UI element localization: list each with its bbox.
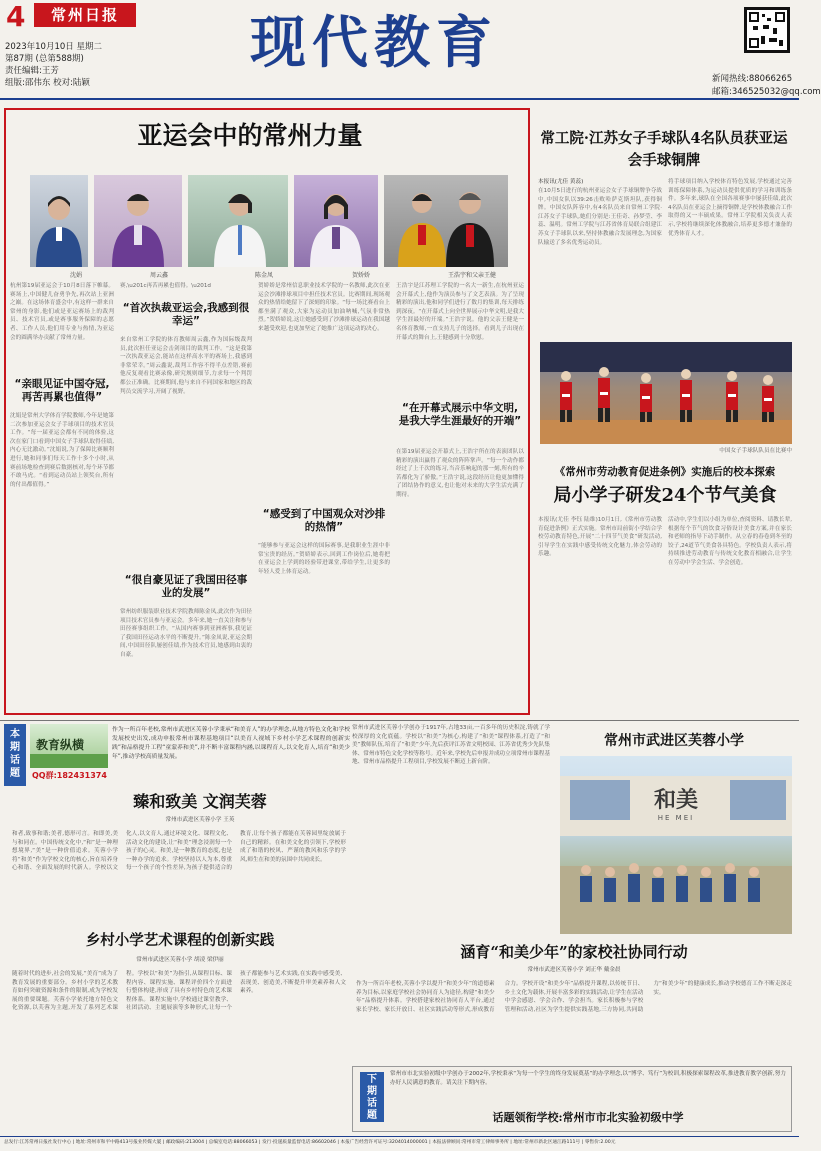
school-name: 常州市武进区芙蓉小学 <box>604 733 744 749</box>
topic-tag-label: 本期话题 <box>10 729 20 779</box>
essay1-title: 臻和致美 文润芙蓉 <box>133 792 267 811</box>
lead-col1-body: 杭州第19届亚运会于10月8日落下帷幕。赛场上,中国健儿奋勇争先,再次站上亚洲之巅。在这场体育盛会中,有这样一群来自常州的身影,他们或是亚运赛场上的裁判员、技术官员,或是赛事服务保障的志愿者、工作人员,他们用专业与热情,为亚运会的圆满举办贡献了常州力量。 <box>10 283 114 341</box>
sidebar-body-1: 在10月5日进行的杭州亚运会女子手球铜牌争夺战中,中国女队以39:26击败哈萨克斯坦队,获得铜牌。中国女队阵容中,有4名队员来自常州工学院·江苏女子手球队,她们分别是:王佳奇、孙梦莹、李蕊、温明。常州工学院与江苏省体育局联合组建江苏女子手球队以来,坚持体教融合发展理念,为国家队输送了多名优秀运动员。 <box>538 188 662 246</box>
lead-col2-top: 赛,\u201c再苦再累也值得。\u201d <box>120 283 211 289</box>
page-number: 4 <box>6 0 26 33</box>
essay1-body: 和者,致事和谐;美者,德形可言。和即美,美与和同在。中国传统文化中,“和”是一种理想境界,“美”是一种价值追求。芙蓉小学将“和美”作为学校文化的核心,旨在培养身心和谐、全面发展的时代新人。学校以文化人,以文育人,通过环境文化、课程文化、活动文化的建设,让“和美”理念浸润每一个孩子的心灵。和美,是一种教育的态度,也是一种办学的追求。学校坚持以人为本,尊重每一个孩子的个性差异,为孩子提供适合的教育,让每个孩子都能在芙蓉园里绽放属于自己的精彩。在和美文化的引领下,学校形成了和谐的校风、严谨的教风和乐学的学风,师生在和美的氛围中共同成长。 <box>12 831 346 872</box>
masthead-rule <box>0 98 799 100</box>
lead-subhead-4: “感受到了中国观众对沙排的热情” <box>262 508 386 533</box>
photo-shen-juan <box>30 175 88 267</box>
article2-title-main: 局小学子研发24个节气美食 <box>553 485 777 506</box>
lead-col3-body-b: “能够参与亚运会这样的国际赛事,是我职业生涯中非常宝贵的经历。”贺娇娇表示,回到工作岗位后,她将把在亚运会上学到的经验带进课堂,带给学生,让更多的年轻人爱上体育运动。 <box>258 543 390 575</box>
article2-title-top: 《常州市劳动教育促进条例》实施后的校本探索 <box>554 466 776 478</box>
school-intro-text <box>352 724 550 934</box>
footer-info: 总发行:江苏常州日报社发行中心 | 地址:常州市和平中路413号报业传媒大厦 | 邮政编码:213004 | 总编室电话:88066053 | 发行·投递质量监督电话:86602046 | 本报广告经营许可证号:3204014000001 | 本报法律顾问:常州市常工律师事务所 | 地址:常州市新北区通江路111号 | 零售价:2.00元 <box>4 1140 616 1145</box>
essay3-body: 作为一所百年老校,芙蓉小学以提升“和美少年”的道德素养为目标,以家庭学校社会协同育人为途径,构建“和美少年”品格提升体系。学校搭建家校社协同育人平台,通过家长学校、家长开放日、社区实践活动等形式,形成教育合力。学校开设“和美少年”品格提升课程,以传统节日、乡土文化为载体,开展丰富多彩的实践活动,让学生在活动中学会感恩、学会合作、学会担当。家长积极参与学校管理和活动,社区为学生提供实践基地,三方协同,共同助力“和美少年”的健康成长,推动学校德育工作不断走深走实。 <box>356 981 792 1013</box>
essay2-title: 乡村小学艺术课程的创新实践 <box>85 932 275 949</box>
essay3-title: 涵育“和美少年”的家校社协同行动 <box>460 943 688 961</box>
lead-col2-body-b: 常州纺织服装职业技术学院教师陈金凤,此次作为田径项目技术官员参与亚运会。多年来,她一直关注和参与田径赛事组织工作。“从国内赛事到亚洲赛事,我见证了我国田径运动水平的不断提升。”陈金凤说,亚运会期间,中国田径队屡创佳绩,作为技术官员,她感到由衷的自豪。 <box>120 609 252 658</box>
sidebar-body-2: 将手球项目纳入学校体育特色发展,学校通过完善训练保障体系,为运动员提供优质的学习和训练条件。多年来,球队在全国各项赛事中屡获佳绩,此次4名队员在亚运会上摘得铜牌,是学校体教融合工作取得的又一丰硕成果。常州工学院相关负责人表示,学校将继续深化体教融合,培养更多德才兼备的优秀体育人才。 <box>668 179 792 237</box>
caption-he-jiaojiao: 贺娇娇 <box>352 272 371 279</box>
sidebar-title: 常工院·江苏女子手球队4名队员获亚运会手球铜牌 <box>540 130 788 169</box>
next-topic-school: 话题领衔学校:常州市市北实验初级中学 <box>492 1111 684 1124</box>
school-photo <box>560 756 792 934</box>
sidebar-photo-caption: 中国女子手球队队员在比赛中 <box>719 448 792 454</box>
lead-story-title: 亚运会中的常州力量 <box>137 121 363 150</box>
photo-wang-haoyu-and-father <box>384 175 508 267</box>
lead-subhead-1: “亲眼见证中国夺冠,再苦再累也值得” <box>14 378 110 403</box>
lead-col4-body: 王浩宇是江苏理工学院的一名大一新生,在杭州亚运会开幕式上,他作为演员参与了文艺表演。为了呈现精彩的演出,他和同学们进行了数月的集训,每天排练到深夜。“在开幕式上向全世界展示中华文明,是我大学生涯最好的开端。”王浩宇说。他的父亲王健是一名体育教师,一直支持儿子的选择。看到儿子出现在开幕式的舞台上,王健感到十分欣慰。 <box>396 283 524 341</box>
article2-body-2: 活动中,学生们以小组为单位,查阅资料、请教长辈,根据每个节气的饮食习俗设计美食方案,并在家长和老师的指导下动手制作。从立春的春卷到冬至的饺子,24道节气美食各具特色。学校负责人表示,将持续推进劳动教育与传统文化教育相融合,让学生在劳动中学会生活、学会创造。 <box>668 517 792 566</box>
lead-col4-body-b: 在第19届亚运会开幕式上,王浩宇所在的表演团队以精彩的演出赢得了观众的阵阵掌声。“每一个动作都经过了上千次的练习,当音乐响起的那一刻,所有的辛苦都化为了骄傲。”王浩宇说,这段经历让他更加懂得了团结协作的意义,也让他对未来的大学生活充满了期待。 <box>396 449 524 498</box>
photo-he-jiaojiao <box>294 175 378 267</box>
caption-wang-haoyu: 王浩宇和父亲王健 <box>448 272 497 279</box>
responsible-editor: 责任编辑:王芳 <box>5 66 59 76</box>
news-hotline: 新闻热线:88066265 <box>712 74 793 84</box>
footer-rule <box>0 1136 799 1137</box>
lead-subhead-5: “在开幕式展示中华文明,是我大学生涯最好的开端” <box>398 402 522 427</box>
sidebar-byline: 本报讯(尤佳 黄蕊) <box>538 179 584 185</box>
contact-email: 邮箱:346525032@qq.com <box>712 87 821 97</box>
lead-col2-body: 来自常州工学院的体育教师周云鑫,作为国际级裁判员,此次担任亚运会击剑项目的裁判工作。“这是我第一次执裁亚运会,能站在这样高水平的赛场上,我感到非常荣幸。”周云鑫说,裁判工作容不得半点差错,赛前他反复观看比赛录像,研究规则细节,力求每一个判罚都公正准确。比赛期间,他与来自不同国家和地区的裁判员交流学习,开阔了视野。 <box>120 337 252 395</box>
caption-shen-juan: 沈娟 <box>70 272 83 279</box>
paper-name-logo: 常州日报 <box>34 3 136 27</box>
issue-number: 第87期 (总第588期) <box>5 54 84 64</box>
caption-zhou-yunxin: 周云鑫 <box>150 272 169 279</box>
essay2-author: 常州市武进区芙蓉小学 胡凌 梁伊丽 <box>136 957 224 963</box>
photo-chen-jinfeng <box>188 175 288 267</box>
essay3-author: 常州市武进区芙蓉小学 刘正华 戴金晨 <box>527 967 621 973</box>
topic-intro: 作为一所百年老校,常州市武进区芙蓉小学秉承“和美育人”的办学理念,从地方特色文化和学校发展校史出发,成功申报常州市课程基地项目“以美育人视域下乡村小学艺术课程的创新实践”和品格提升工程“童蒙养和美”,并不断丰富课程内涵,以课程育人,以文化育人,培育“和美少年”,推动学校高质量发展。 <box>112 727 350 760</box>
mid-section-rule <box>0 720 799 721</box>
next-topic-tag: 下期话题 <box>360 1072 384 1122</box>
school-sign-en: HE MEI <box>657 814 695 822</box>
layout-credits: 组版:邵伟东 校对:陆颖 <box>5 78 90 88</box>
caption-chen-jinfeng: 陈金凤 <box>255 272 274 279</box>
sidebar-photo-handball <box>540 342 792 444</box>
lead-subhead-3: “很自豪见证了我国田径事业的发展” <box>124 574 248 599</box>
topic-brand: 教育纵横 <box>36 738 85 752</box>
qr-code <box>744 7 790 53</box>
article2-body-1: 本报讯(尤佳 李钰 陆维)10月1日,《常州市劳动教育促进条例》正式实施。常州市局前街小学结合学校劳动教育特色,开展“二十四节气美食”研发活动,引导学生在实践中感受传统文化魅力,体会劳动的乐趣。 <box>538 517 662 558</box>
school-intro-body: 常州市武进区芙蓉小学创办于1917年,占地33亩,一百多年的历史积淀,铸就了学校深厚的文化底蕴。学校以“和美”为核心,构建了“和美”课程体系,打造了“和美”教师队伍,培育了“和美”少年,先后获评江苏省文明校园、江苏省优秀少先队集体、常州市特色文化学校等称号。近年来,学校先后申报并成功立项常州市课程基地、常州市品格提升工程项目,学校发展不断迈上新台阶。 <box>352 725 550 766</box>
topic-qq: QQ群:182431374 <box>32 771 107 780</box>
lead-subhead-2: “首次执裁亚运会,我感到很幸运” <box>122 302 250 327</box>
lead-col1-body-b: 沈娟是常州大学体育学院教师,今年是她第二次参加亚运会女子手球项目的技术官员工作。“每一届亚运会都有不同的体验,这次在家门口看到中国女子手球队取得佳绩,内心无比激动。”沈娟说,为了保障比赛顺利进行,她和同事们每天工作十多个小时,从赛前场地检查到赛后数据核对,每个环节都不敢马虎。“看到运动员站上领奖台,所有的付出都值得。” <box>10 413 114 488</box>
photo-zhou-yunxin <box>94 175 182 267</box>
school-sign-cn: 和美 <box>653 787 698 813</box>
essay1-author: 常州市武进区芙蓉小学 王英 <box>165 817 235 823</box>
lead-col3-body: 贺娇娇是常州信息职业技术学院的一名教师,此次在亚运会沙滩排球项目中担任技术官员。比赛期间,现场观众的热情给她留下了深刻的印象。“每一场比赛看台上都坐满了观众,大家为运动员加油呐喊,气氛非常热烈。”贺娇娇说,这让她感受到了沙滩排球运动在我国越来越受欢迎,也更加坚定了她推广这项运动的决心。 <box>258 283 390 332</box>
issue-date: 2023年10月10日 星期二 <box>5 42 102 52</box>
essay2-body: 随着时代的进步,社会的发展,“美育”成为了教育发展的重要部分。乡村小学的艺术教育如何突破资源和条件的限制,成为学校发展的重要课题。芙蓉小学依托地方特色文化资源,以芙蓉为主题,开发了系列艺术课程。学校以“和美”为指引,从课程目标、课程内容、课程实施、课程评价四个方面进行整体构建,形成了具有乡村特色的艺术课程体系。课程实施中,学校通过课堂教学、社团活动、主题展演等多种形式,让每一个孩子都能参与艺术实践,在实践中感受美、表现美、创造美,不断提升审美素养和人文素养。 <box>12 971 346 1012</box>
section-title: 现代教育 <box>250 10 498 76</box>
next-topic-body: 常州市市北实验初级中学创办于2002年,学校秉承“为每一个学生的终身发展奠基”的办学理念,以“博学、笃行”为校训,积极探索课程改革,推进教育教学创新,努力办好人民满意的教育。请关注下期内容。 <box>390 1071 786 1086</box>
